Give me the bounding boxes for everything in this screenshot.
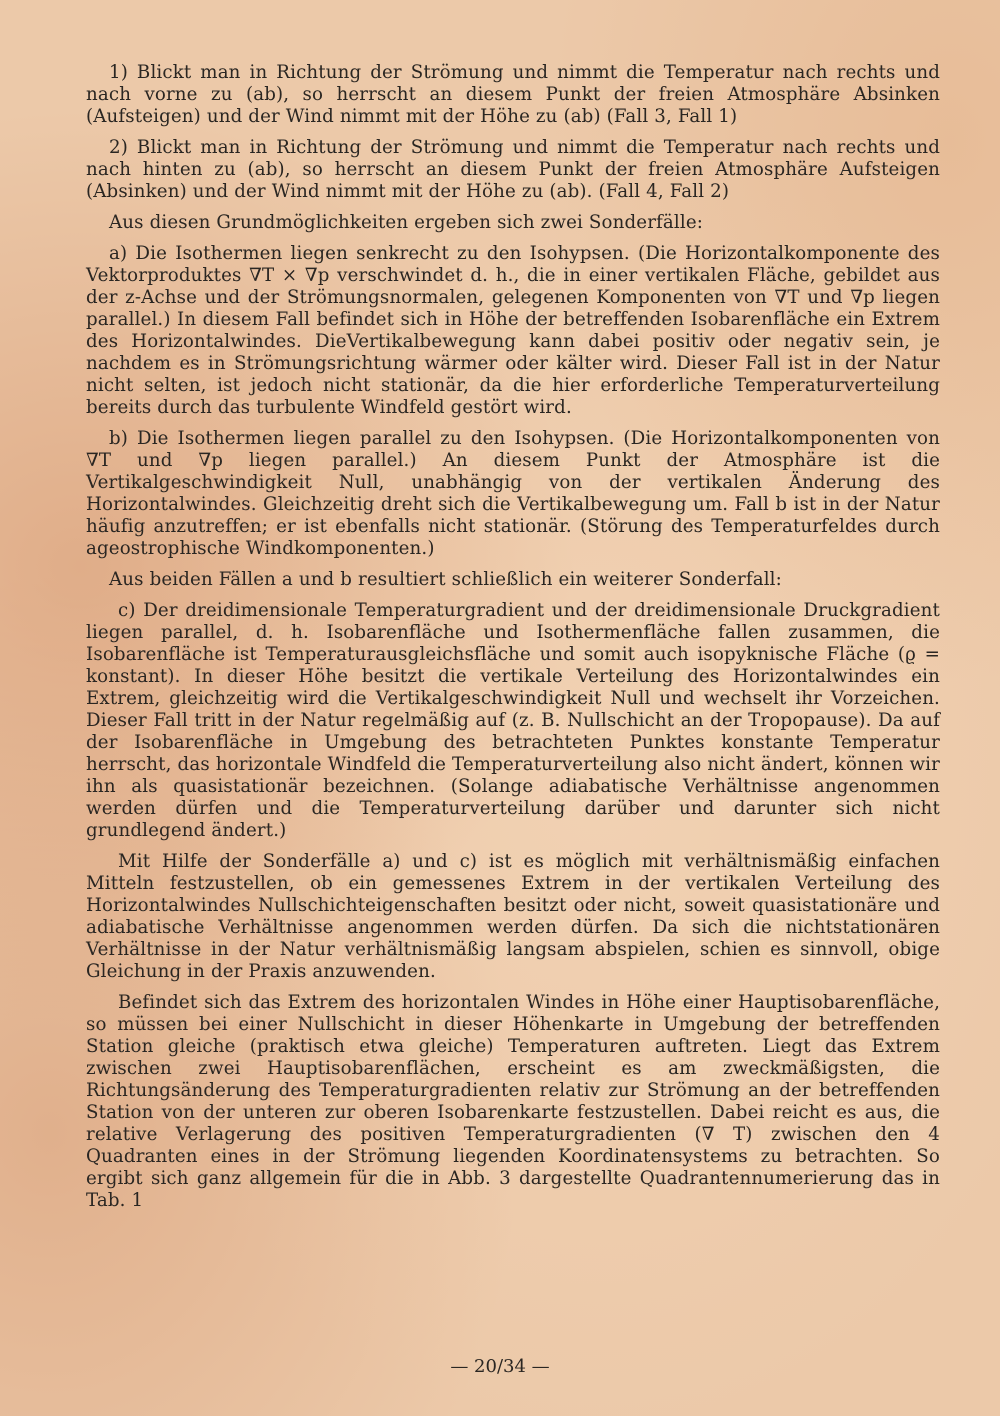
page-number: — 20/34 —	[450, 1356, 550, 1377]
paragraph-case-c: c) Der dreidimensionale Temperaturgradient und der dreidimensionale Druckgradient liegen parallel, d. h. Isobarenfläche und Isothermenfläche fallen zusammen, die Isobarenfläche ist Temperaturausgleichsfläche und somit auch isopyknische Fläche (ϱ = konstant). In dieser Höhe besitzt die vertikale Verteilung des Horizontalwindes ein Extrem, gleichzeitig wird die Vertikalgeschwindigkeit Null und wechselt ihr Vorzeichen. Dieser Fall tritt in der Natur regelmäßig auf (z. B. Nullschicht an der Tropopause). Da auf der Isobarenfläche in Umgebung des betrachteten Punktes konstante Temperatur herrscht, das horizontale Windfeld die Temperaturverteilung also nicht ändert, können wir ihn als quasistationär bezeichnen. (Solange adiabatische Verhältnisse angenommen werden dürfen und die Temperaturverteilung darüber und darunter sich nicht grundlegend ändert.)	[86, 600, 940, 841]
paragraph-procedure: Befindet sich das Extrem des horizontalen Windes in Höhe einer Hauptisobarenfläche, so müssen bei einer Nullschicht in dieser Höhenkarte in Umgebung der betreffenden Station gleiche (praktisch etwa gleiche) Temperaturen auftreten. Liegt das Extrem zwischen zwei Hauptisobarenflächen, erscheint es am zweckmäßigsten, die Richtungsänderung des Temperaturgradienten relativ zur Strömung an der betreffenden Station von der unteren zur oberen Isobarenkarte festzustellen. Dabei reicht es aus, die relative Verlagerung des positiven Temperaturgradienten (∇ T) zwischen den 4 Quadranten eines in der Strömung liegenden Koordinatensystems zu betrachten. So ergibt sich ganz allgemein für die in Abb. 3 dargestellte Quadrantennumerierung das in Tab. 1	[86, 992, 940, 1211]
paragraph-case-2: 2) Blickt man in Richtung der Strömung und nimmt die Temperatur nach rechts und nach hinten zu (ab), so herrscht an diesem Punkt der freien Atmosphäre Aufsteigen (Absinken) und der Wind nimmt mit der Höhe zu (ab). (Fall 4, Fall 2)	[86, 137, 940, 202]
paragraph-special-cases-intro: Aus diesen Grundmöglichkeiten ergeben sich zwei Sonderfälle:	[109, 212, 704, 233]
document-body	[86, 62, 940, 1221]
paragraph-method: Mit Hilfe der Sonderfälle a) und c) ist es möglich mit verhältnismäßig einfachen Mitteln festzustellen, ob ein gemessenes Extrem in der vertikalen Verteilung des Horizontalwindes Nullschichteigenschaften besitzt oder nicht, soweit quasistationäre und adiabatische Verhältnisse angenommen werden dürfen. Da sich die nichtstationären Verhältnisse in der Natur verhältnismäßig langsam abspielen, schien es sinnvoll, obige Gleichung in der Praxis anzuwenden.	[86, 851, 940, 982]
paragraph-case-a: a) Die Isothermen liegen senkrecht zu den Isohypsen. (Die Horizontalkomponente des Vektorproduktes ∇T × ∇p verschwindet d. h., die in einer vertikalen Fläche, gebildet aus der z-Achse und der Strömungsnormalen, gelegenen Komponenten von ∇T und ∇p liegen parallel.) In diesem Fall befindet sich in Höhe der betreffenden Isobarenfläche ein Extrem des Horizontalwindes. DieVertikalbewegung kann dabei positiv oder negativ sein, je nachdem es in Strömungsrichtung wärmer oder kälter wird. Dieser Fall ist in der Natur nicht selten, ist jedoch nicht stationär, da die hier erforderliche Temperaturverteilung bereits durch das turbulente Windfeld gestört wird.	[86, 243, 940, 418]
paragraph-case-b: b) Die Isothermen liegen parallel zu den Isohypsen. (Die Horizontalkomponenten von ∇T und ∇p liegen parallel.) An diesem Punkt der Atmosphäre ist die Vertikalgeschwindigkeit Null, unabhängig von der vertikalen Änderung des Horizontalwindes. Gleichzeitig dreht sich die Vertikalbewegung um. Fall b ist in der Natur häufig anzutreffen; er ist ebenfalls nicht stationär. (Störung des Temperaturfeldes durch ageostrophische Windkomponenten.)	[86, 428, 940, 559]
paragraph-case-1: 1) Blickt man in Richtung der Strömung und nimmt die Temperatur nach rechts und nach vorne zu (ab), so herrscht an diesem Punkt der freien Atmosphäre Absinken (Aufsteigen) und der Wind nimmt mit der Höhe zu (ab) (Fall 3, Fall 1)	[86, 62, 940, 127]
paragraph-further-case-intro: Aus beiden Fällen a und b resultiert schließlich ein weiterer Sonderfall:	[109, 569, 782, 590]
